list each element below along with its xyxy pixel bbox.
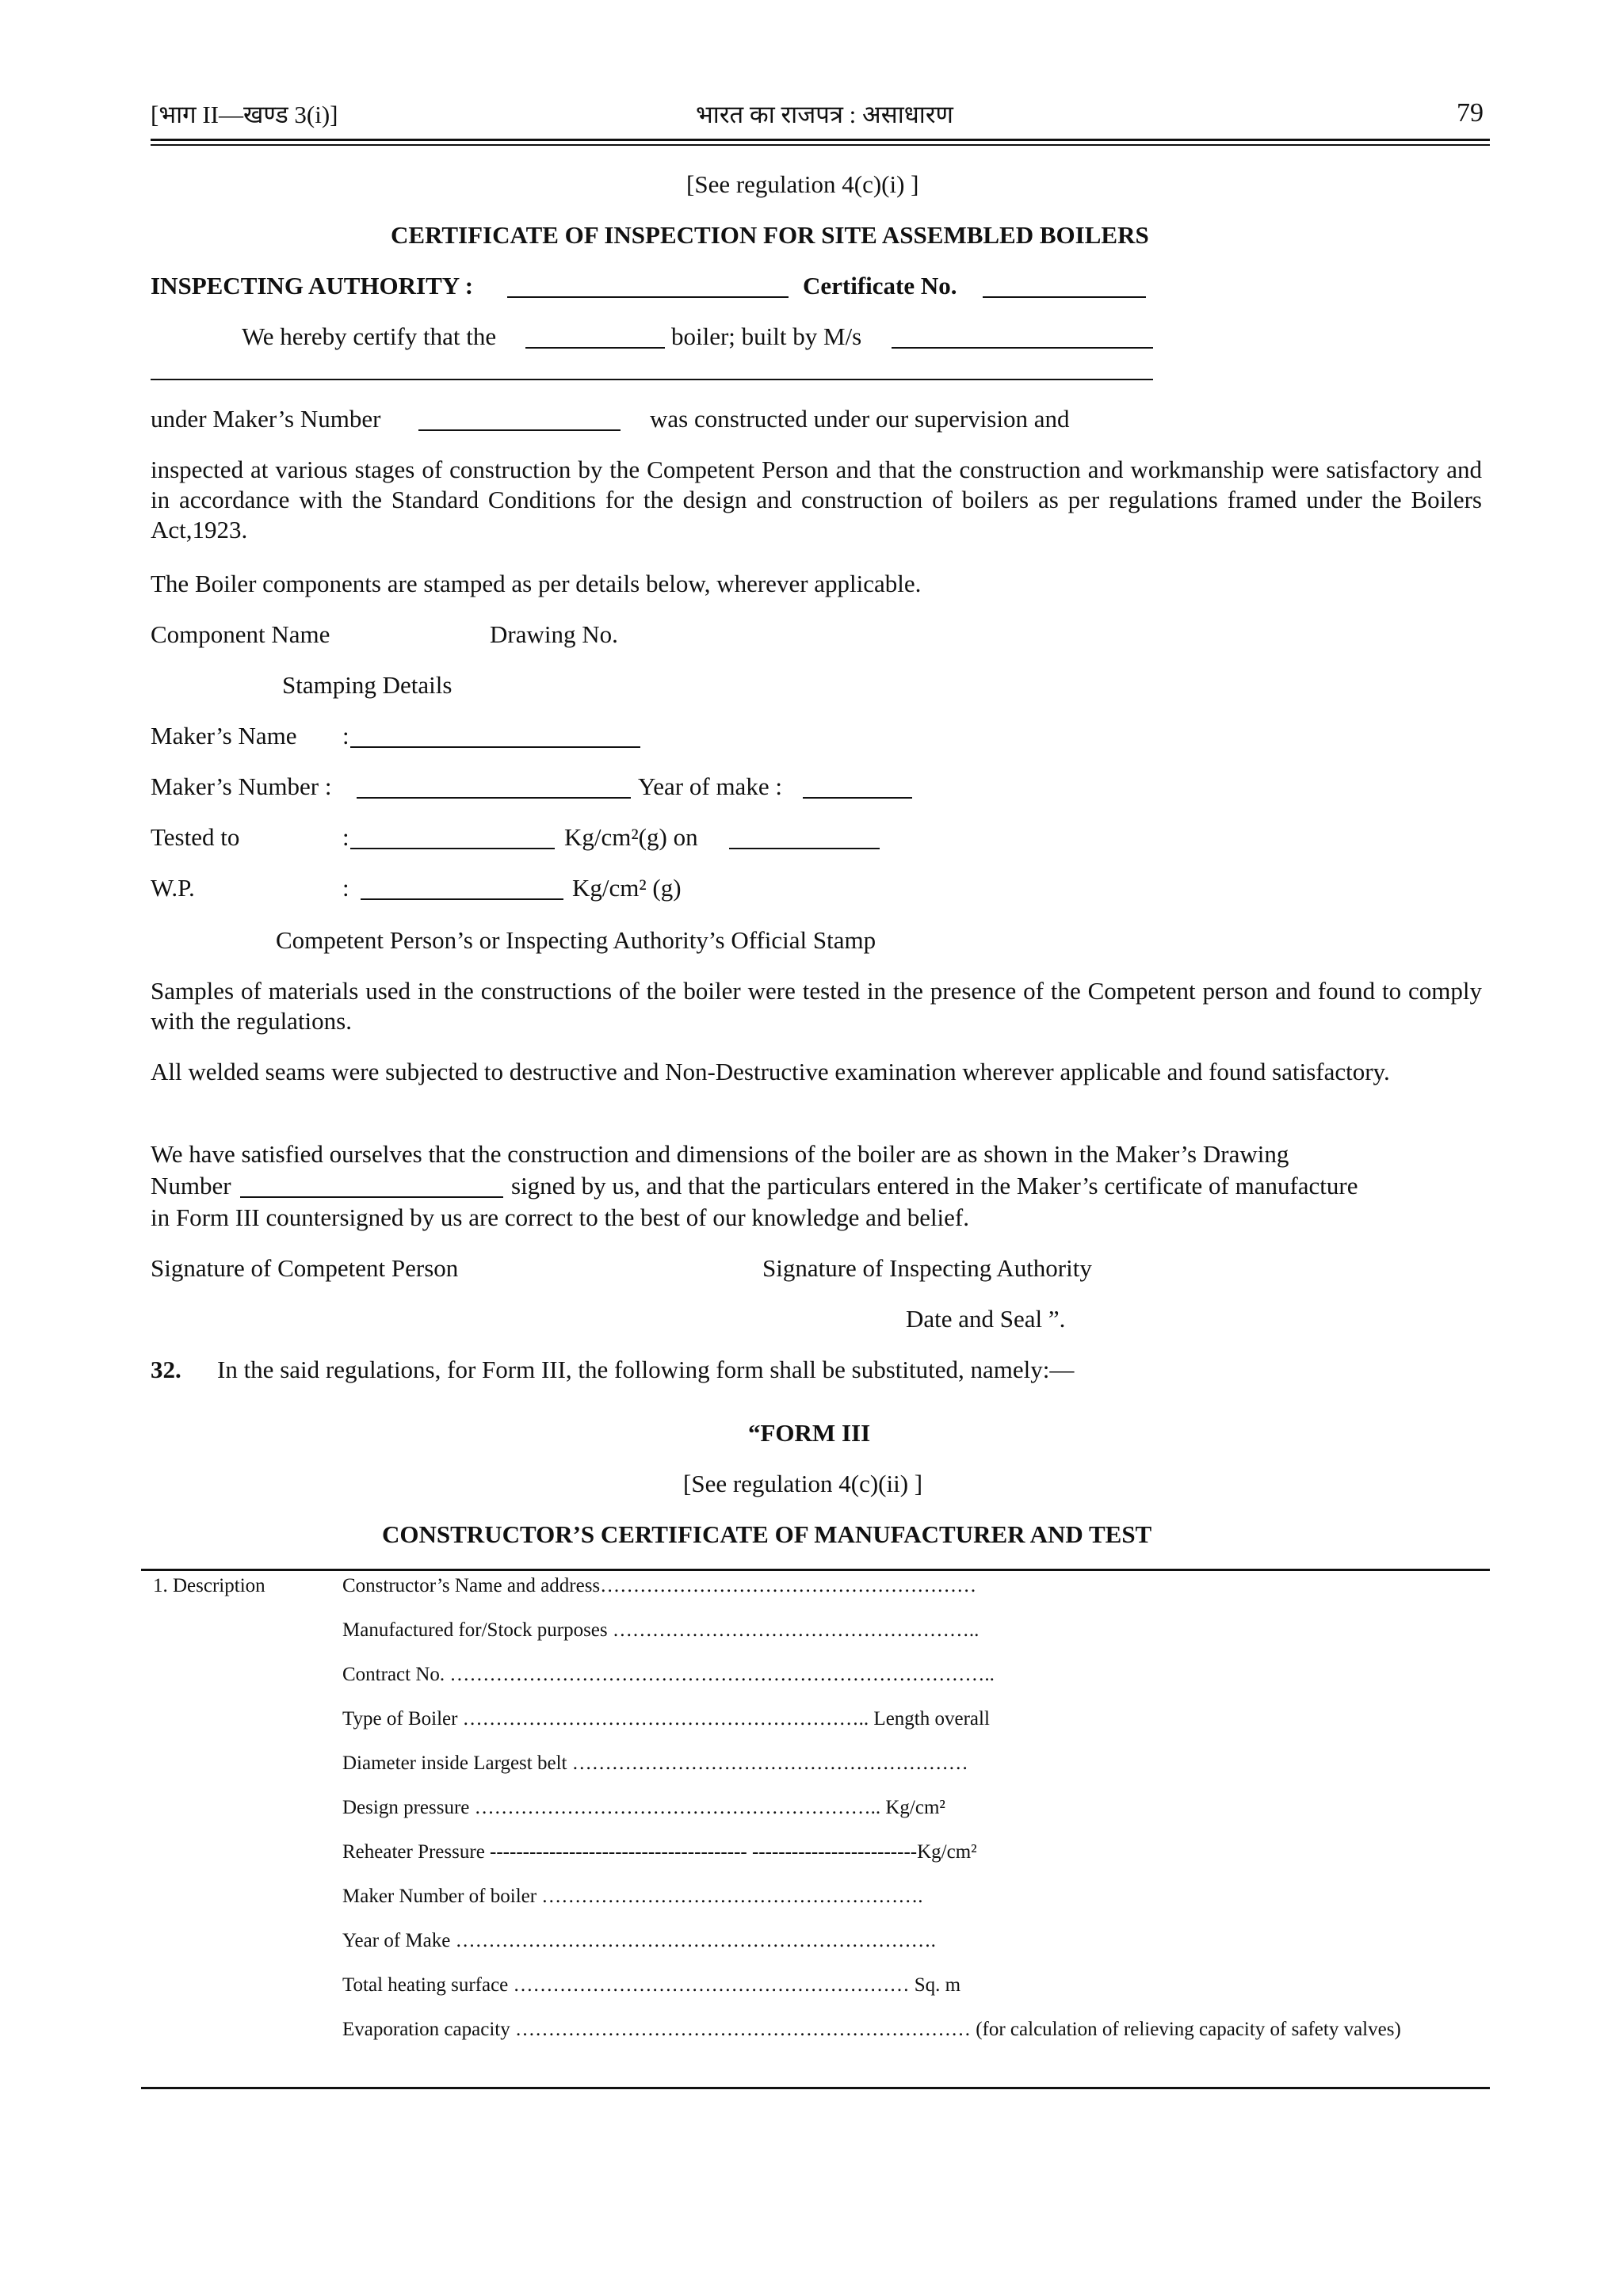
- year-of-make-label: Year of make :: [638, 772, 782, 800]
- makers-number-blank-2: [357, 775, 631, 799]
- wp-unit: Kg/cm² (g): [572, 874, 682, 902]
- makers-number-label-2: Maker’s Number :: [151, 772, 332, 800]
- certificate-title: CERTIFICATE OF INSPECTION FOR SITE ASSEMBLED BOILERS: [391, 221, 1149, 249]
- samples-paragraph: Samples of materials used in the constructions of the boiler were tested in the presence of the Competent person and found to comply with the regulations.: [151, 977, 1482, 1035]
- row-type-of-boiler: Type of Boiler …………………………………………………….. Length overall: [342, 1708, 990, 1730]
- signature-inspecting-authority: Signature of Inspecting Authority: [762, 1254, 1092, 1282]
- tested-date-blank: [729, 826, 880, 849]
- wp-colon: :: [342, 874, 349, 902]
- certify-text-1: We hereby certify that the: [242, 322, 497, 350]
- certificate-no-label: Certificate No.: [803, 272, 957, 299]
- header-section-label: [भाग II—खण्ड 3(i)]: [151, 101, 338, 128]
- row-year-of-make: Year of Make ……………………………………………………………….: [342, 1930, 936, 1951]
- tested-to-colon: :: [342, 823, 349, 851]
- clause-text: In the said regulations, for Form III, the following form shall be substituted, namely:—: [217, 1356, 1075, 1383]
- certificate-no-blank: [983, 274, 1146, 298]
- table-bottom-rule: [141, 2087, 1490, 2089]
- makers-name-colon: :: [342, 722, 349, 749]
- supervision-text: was constructed under our supervision and: [650, 405, 1070, 433]
- row-evaporation-capacity: Evaporation capacity …………………………………………………………… (for calculation of relieving capacity of safety valves): [342, 2019, 1401, 2040]
- satisfied-line-3: in Form III countersigned by us are correct to the best of our knowledge and belief.: [151, 1203, 970, 1231]
- tested-unit: Kg/cm²(g) on: [564, 823, 698, 851]
- inspected-paragraph: inspected at various stages of construction by the Competent Person and that the construction and workmanship were satisfactory and in accordance with the Standard Conditions for the design and construction of boilers as per regulations framed under the Boilers Act,1923.: [151, 456, 1482, 543]
- satisfied-number-label: Number: [151, 1172, 231, 1199]
- drawing-no-label: Drawing No.: [490, 620, 618, 648]
- clause-number: 32.: [151, 1356, 181, 1383]
- stamped-paragraph: The Boiler components are stamped as per details below, wherever applicable.: [151, 570, 922, 597]
- year-of-make-blank: [803, 775, 912, 799]
- maker-name-blank: [892, 325, 1153, 349]
- see-regulation-4cii: [See regulation 4(c)(ii) ]: [683, 1470, 923, 1497]
- inspecting-authority-blank: [507, 274, 789, 298]
- row-diameter: Diameter inside Largest belt ……………………………………………………: [342, 1753, 968, 1774]
- maker-address-blank-line: [151, 379, 1153, 380]
- row-total-heating-surface: Total heating surface …………………………………………………… Sq. m: [342, 1974, 961, 1996]
- header-rule-top: [151, 139, 1490, 141]
- page-number: 79: [1457, 98, 1484, 128]
- inspecting-authority-label: INSPECTING AUTHORITY :: [151, 272, 474, 299]
- wp-label: W.P.: [151, 874, 195, 902]
- tested-pressure-blank: [350, 826, 555, 849]
- makers-name-label: Maker’s Name: [151, 722, 297, 749]
- row-maker-number: Maker Number of boiler ………………………………………………….: [342, 1886, 923, 1907]
- signature-competent-person: Signature of Competent Person: [151, 1254, 459, 1282]
- drawing-number-blank: [240, 1174, 503, 1198]
- row-design-pressure: Design pressure …………………………………………………….. Kg/cm²: [342, 1797, 945, 1818]
- row-reheater-pressure: Reheater Pressure --------------------------------------- -------------------------Kg/cm²: [342, 1841, 977, 1863]
- see-regulation-4ci: [See regulation 4(c)(i) ]: [686, 170, 919, 198]
- makers-number-blank: [418, 407, 621, 431]
- makers-name-blank: [350, 724, 640, 748]
- table-top-rule: [141, 1569, 1490, 1571]
- welded-seams-paragraph: All welded seams were subjected to destructive and Non-Destructive examination wherever applicable and found satisfactory.: [151, 1058, 1390, 1085]
- certify-text-2: boiler; built by M/s: [671, 322, 862, 350]
- description-section-label: 1. Description: [153, 1575, 265, 1596]
- makers-number-label: under Maker’s Number: [151, 405, 381, 433]
- satisfied-line-1: We have satisfied ourselves that the construction and dimensions of the boiler are as shown in the Maker’s Drawing: [151, 1140, 1289, 1168]
- component-name-label: Component Name: [151, 620, 330, 648]
- boiler-type-blank: [525, 325, 665, 349]
- row-contract-no: Contract No. ………………………………………………………………………..: [342, 1664, 995, 1685]
- stamping-details-label: Stamping Details: [282, 671, 453, 699]
- row-constructor-name: Constructor’s Name and address…………………………………………………: [342, 1575, 977, 1596]
- header-gazette-title: भारत का राजपत्र : असाधारण: [696, 101, 953, 128]
- official-stamp-label: Competent Person’s or Inspecting Authority’s Official Stamp: [276, 926, 876, 954]
- date-and-seal: Date and Seal ”.: [906, 1305, 1066, 1333]
- constructors-certificate-title: CONSTRUCTOR’S CERTIFICATE OF MANUFACTURER AND TEST: [382, 1520, 1152, 1548]
- tested-to-label: Tested to: [151, 823, 240, 851]
- form-iii-title: “FORM III: [748, 1419, 871, 1447]
- header-rule-bottom: [151, 144, 1490, 146]
- wp-blank: [361, 876, 563, 900]
- row-manufactured-for: Manufactured for/Stock purposes ………………………………………………..: [342, 1619, 980, 1641]
- satisfied-line-2: signed by us, and that the particulars entered in the Maker’s certificate of manufacture: [511, 1172, 1358, 1199]
